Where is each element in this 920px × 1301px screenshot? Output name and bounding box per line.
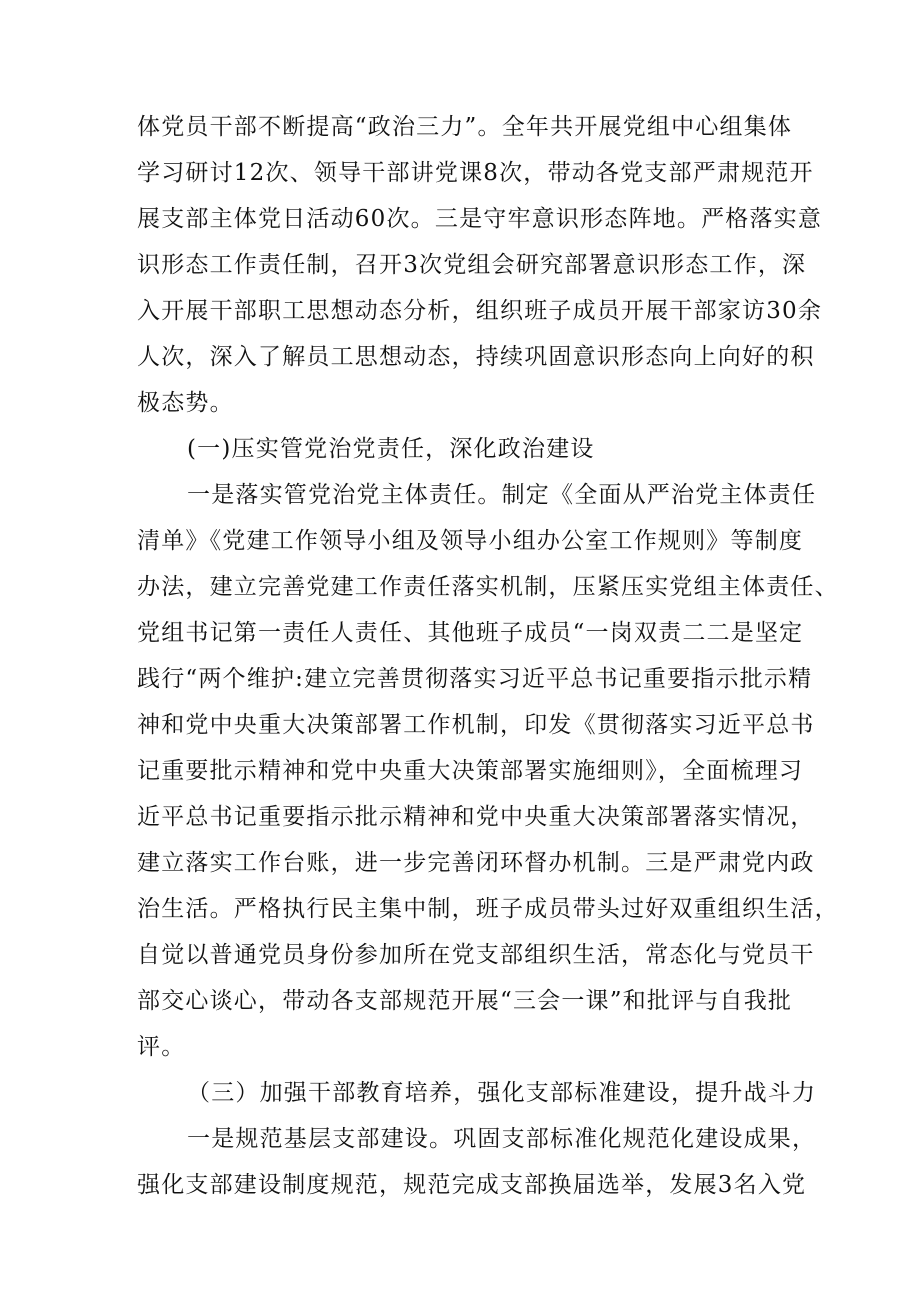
body-line: 党组书记第一责任人责任、其他班子成员“一岗双责二二是坚定 [137, 620, 804, 646]
body-line: 自觉以普通党员身份参加所在党支部组织生活，常态化与党员干 [137, 942, 815, 968]
body-line: 清单》《党建工作领导小组及领导小组办公室工作规则》等制度 [137, 528, 804, 554]
body-line: 践行“两个维护:建立完善贯彻落实习近平总书记重要指示批示精 [137, 666, 813, 692]
body-line: 记重要批示精神和党中央重大决策部署实施细则》，全面梳理习 [137, 758, 804, 784]
section-heading: (一)压实管党治党责任，深化政治建设 [187, 436, 595, 462]
body-line: 展支部主体党日活动60次。三是守牢意识形态阵地。严格落实意 [137, 206, 823, 232]
body-line: 评。 [137, 1034, 186, 1060]
body-line: 一是规范基层支部建设。巩固支部标准化规范化建设成果， [187, 1126, 817, 1152]
body-line: 学习研讨12次、领导干部讲党课8次，带动各党支部严肃规范开 [137, 160, 814, 186]
body-line: 强化支部建设制度规范，规范完成支部换届选举，发展3名入党 [137, 1172, 807, 1198]
body-line: 入开展干部职工思想动态分析，组织班子成员开展干部家访30余 [137, 298, 823, 324]
body-line: 办法，建立完善党建工作责任落实机制，压紧压实党组主体责任、 [137, 574, 839, 600]
body-line: 一是落实管党治党主体责任。制定《全面从严治党主体责任 [187, 482, 817, 508]
body-line: 建立落实工作台账，进一步完善闭环督办机制。三是严肃党内政 [137, 850, 815, 876]
body-line: 体党员干部不断提高“政治三力”。全年共开展党组中心组集体 [137, 114, 793, 140]
body-line: 人次，深入了解员工思想动态，持续巩固意识形态向上向好的积 [137, 344, 815, 370]
body-line: 部交心谈心，带动各支部规范开展“三会一课”和批评与自我批 [137, 988, 793, 1014]
body-line: 近平总书记重要指示批示精神和党中央重大决策部署落实情况， [137, 804, 815, 830]
body-line: 神和党中央重大决策部署工作机制，印发《贯彻落实习近平总书 [137, 712, 815, 738]
body-line: 极态势。 [137, 390, 234, 416]
section-heading: （三）加强干部教育培养，强化支部标准建设，提升战斗力 [187, 1080, 817, 1106]
body-line: 治生活。严格执行民主集中制，班子成员带头过好双重组织生活， [137, 896, 839, 922]
body-line: 识形态工作责任制，召开3次党组会研究部署意识形态工作，深 [137, 252, 807, 278]
